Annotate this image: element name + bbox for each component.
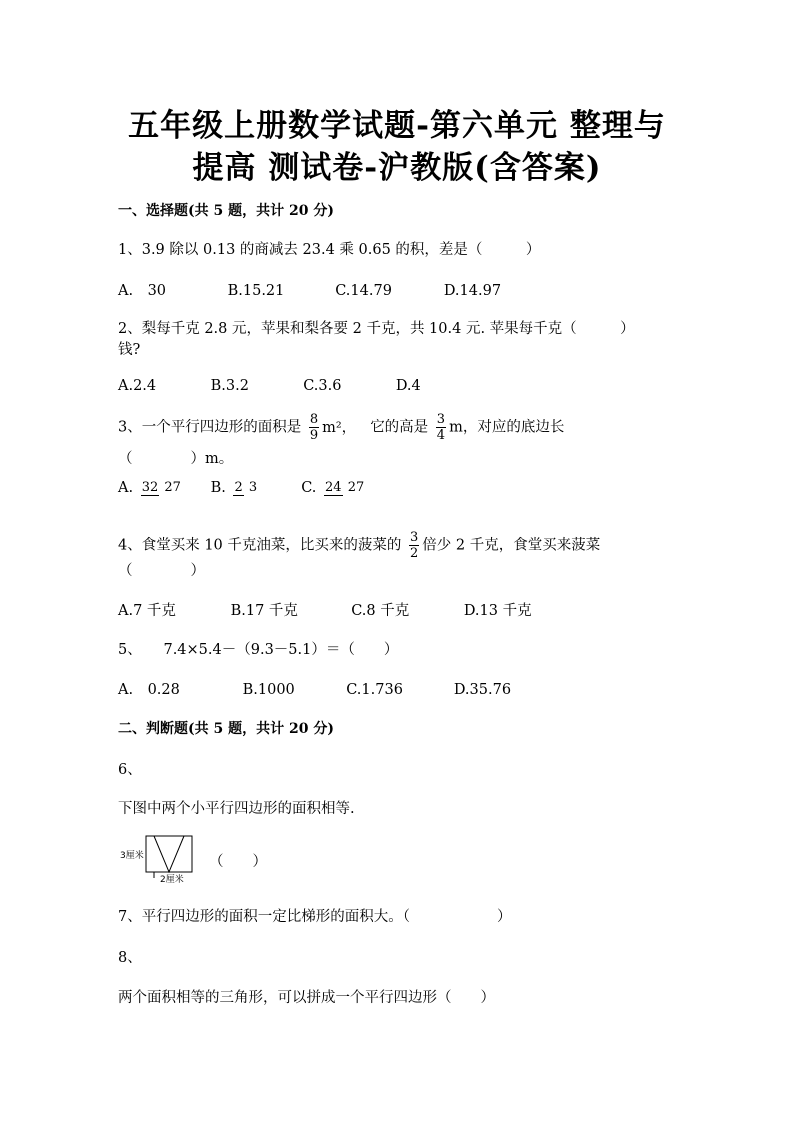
question-8-stem: 两个面积相等的三角形，可以拼成一个平行四边形（ ）	[118, 990, 495, 1006]
question-8-number: 8、	[118, 950, 142, 966]
q3-option-a-denominator: 27	[164, 480, 181, 495]
q3-height-fraction	[436, 412, 446, 443]
q3-option-b-label: B.	[210, 480, 226, 496]
question-6-number: 6、	[118, 762, 142, 778]
base-label: 2厘米	[160, 875, 184, 885]
q5-option-d[interactable]: D.35.76	[453, 682, 512, 698]
question-2-options	[118, 378, 421, 394]
q3-height-numerator: 3	[436, 412, 446, 427]
q3-area-unit: m²，	[322, 419, 357, 436]
q4-numerator: 3	[410, 530, 419, 545]
q3-area-denominator: 9	[309, 428, 319, 443]
q2-option-a[interactable]: A.2.4	[118, 378, 157, 394]
q3-stem-b: 它的高是	[370, 419, 429, 436]
q4-denominator: 2	[410, 546, 419, 561]
title-line-1: 五年级上册数学试题-第六单元 整理与	[128, 108, 666, 144]
q3-area-numerator: 8	[309, 412, 319, 427]
parallelogram-figure	[118, 832, 208, 886]
q4-option-a[interactable]: A.7 千克	[118, 603, 176, 619]
q4-option-d[interactable]: D.13 千克	[463, 603, 532, 619]
question-4-stem-line-2: （ ）	[118, 563, 205, 579]
q3-option-a-numerator: 32	[141, 480, 159, 495]
q1-option-a[interactable]: A. 30	[118, 283, 167, 299]
question-4-stem-line-1	[118, 530, 600, 561]
q3-option-b[interactable]	[211, 480, 297, 496]
question-3-options	[118, 480, 368, 496]
question-2-stem-line-2: 钱?	[118, 342, 141, 358]
q1-option-d[interactable]: D.14.97	[443, 283, 502, 299]
q5-option-b[interactable]: B.1000	[242, 682, 295, 698]
q3-option-b-numerator: 2	[234, 480, 243, 495]
question-3-stem-line-1	[118, 412, 564, 443]
q4-fraction	[409, 530, 419, 561]
section-1-heading: 一、选择题(共 5 题，共计 20 分)	[118, 203, 334, 219]
q1-option-b[interactable]: B.15.21	[227, 283, 285, 299]
question-5-options	[118, 678, 511, 699]
q3-option-b-fraction	[233, 480, 258, 496]
question-4-options	[118, 599, 532, 620]
inner-dividing-lines	[154, 836, 184, 872]
q2-option-d[interactable]: D.4	[395, 378, 421, 394]
height-label: 3厘米	[120, 851, 144, 861]
q3-option-c-numerator: 24	[325, 480, 342, 495]
q3-option-c-fraction	[324, 480, 365, 496]
q3-option-c[interactable]	[301, 480, 368, 496]
q3-option-a[interactable]	[118, 480, 206, 496]
question-3-stem-line-2: （ ）m。	[118, 451, 234, 467]
q3-option-a-fraction	[141, 480, 182, 496]
q3-stem-a: 3、一个平行四边形的面积是	[118, 419, 302, 436]
q3-option-c-label: C.	[301, 480, 317, 496]
title-line-2: 提高 测试卷-沪教版(含答案)	[192, 150, 602, 186]
question-5-stem: 5、 7.4×5.4－（9.3－5.1）＝（ ）	[118, 642, 399, 658]
question-6-answer-blank[interactable]: （ ）	[209, 854, 267, 870]
question-6-stem: 下图中两个小平行四边形的面积相等.	[118, 801, 355, 817]
question-7-stem: 7、平行四边形的面积一定比梯形的面积大。（ ）	[118, 909, 512, 925]
q5-option-a[interactable]: A. 0.28	[118, 682, 180, 698]
question-1-stem: 1、3.9 除以 0.13 的商减去 23.4 乘 0.65 的积，差是（ ）	[118, 242, 541, 258]
q3-height-denominator: 4	[436, 428, 446, 443]
q4-option-b[interactable]: B.17 千克	[230, 603, 298, 619]
q4-stem-a: 4、食堂买来 10 千克油菜，比买来的菠菜的	[118, 537, 402, 554]
section-2-heading: 二、判断题(共 5 题，共计 20 分)	[118, 721, 334, 737]
q3-option-a-label: A.	[118, 480, 134, 496]
q1-option-c[interactable]: C.14.79	[335, 283, 392, 299]
question-1-options	[118, 279, 501, 300]
question-2-stem-line-1: 2、梨每千克 2.8 元，苹果和梨各要 2 千克，共 10.4 元. 苹果每千克（ ）	[118, 321, 635, 337]
q3-area-fraction	[309, 412, 319, 443]
q4-stem-b: 倍少 2 千克，食堂买来菠菜	[422, 537, 601, 554]
q3-option-c-denominator: 27	[347, 480, 365, 495]
q2-option-b[interactable]: B.3.2	[210, 378, 249, 394]
q5-option-c[interactable]: C.1.736	[346, 682, 403, 698]
q3-stem-c: m，对应的底边长	[449, 419, 565, 436]
outer-rectangle	[146, 836, 192, 872]
q2-option-c[interactable]: C.3.6	[303, 378, 342, 394]
q3-option-b-denominator: 3	[248, 480, 258, 495]
q4-option-c[interactable]: C.8 千克	[351, 603, 410, 619]
